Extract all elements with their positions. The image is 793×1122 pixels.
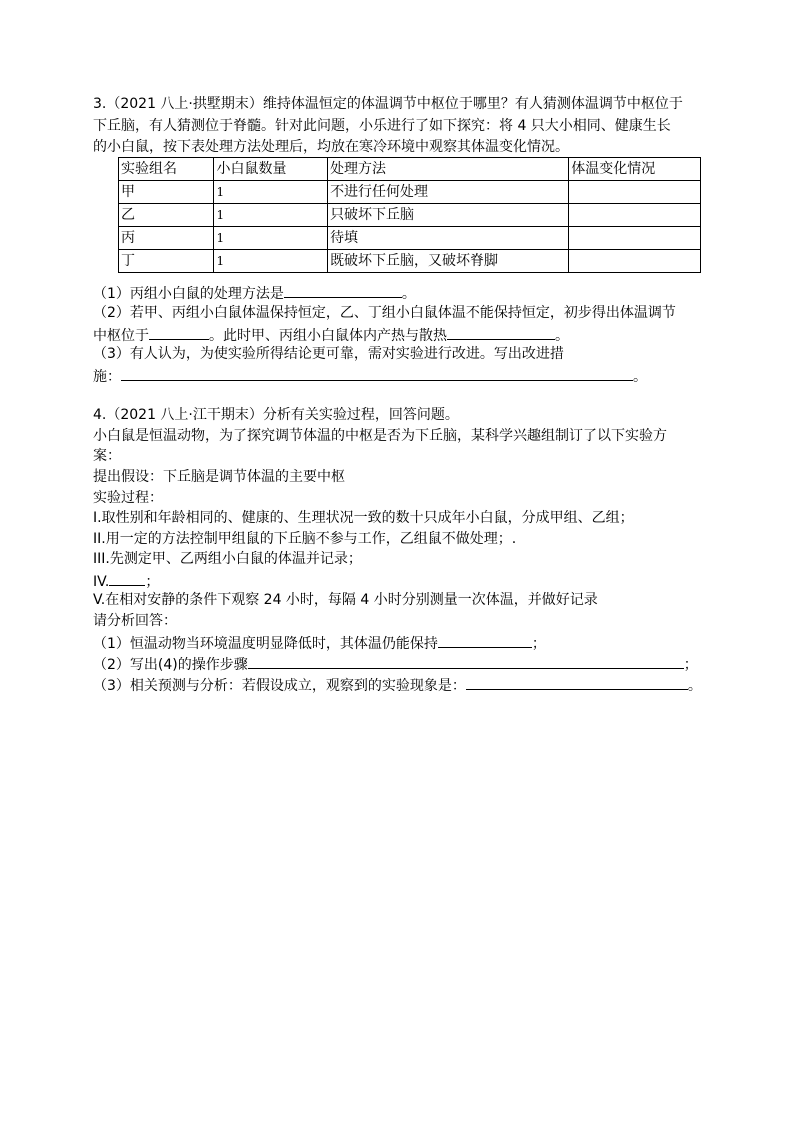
cell-temp-change[interactable]	[569, 204, 701, 227]
q4-step-1: I.取性别和年龄相同的、健康的、生理状况一致的数十只成年小白鼠，分成甲组、乙组；	[93, 510, 634, 526]
cell-temp-change[interactable]	[569, 250, 701, 273]
cell-count: 1	[214, 227, 328, 250]
q3-sub3-line-2	[93, 365, 647, 387]
q4-ask: 请分析回答：	[93, 613, 177, 629]
header-mouse-count: 小白鼠数量	[214, 158, 328, 181]
cell-count: 1	[214, 250, 328, 273]
answer-blank[interactable]	[149, 324, 209, 340]
experiment-table	[118, 157, 701, 273]
q4-process-label: 实验过程：	[93, 490, 163, 506]
q4-step-4	[93, 570, 159, 592]
cell-group: 丁	[119, 250, 214, 273]
q4-answer-2-end: ；	[683, 657, 698, 673]
cell-count: 1	[214, 204, 328, 227]
q4-hypothesis: 提出假设：下丘脑是调节体温的主要中枢	[93, 469, 345, 485]
q4-title: 4.（2021 八上·江干期末）分析有关实验过程，回答问题。	[93, 407, 459, 423]
q4-step-2: II.用一定的方法控制甲组鼠的下丘脑不参与工作，乙组鼠不做处理；.	[93, 531, 517, 547]
cell-temp-change[interactable]	[569, 181, 701, 204]
answer-blank[interactable]	[109, 570, 145, 586]
q4-intro-line-1: 小白鼠是恒温动物，为了探究调节体温的中枢是否为下丘脑，某科学兴趣组制订了以下实验方	[93, 428, 667, 444]
cell-treatment: 只破坏下丘脑	[328, 204, 569, 227]
q4-answer-1	[93, 632, 546, 654]
q3-sub1	[93, 282, 416, 304]
answer-blank[interactable]	[466, 674, 688, 690]
q3-sub1-end: 。	[401, 286, 416, 302]
table-header-row	[119, 158, 701, 181]
table-row	[119, 181, 701, 204]
q3-stem-line-3: 的小白鼠，按下表处理方法处理后，均放在寒冷环境中观察其体温变化情况。	[93, 139, 569, 155]
table-row	[119, 227, 701, 250]
header-temp-change: 体温变化情况	[569, 158, 701, 181]
q4-answer-3	[93, 674, 702, 696]
q3-sub3-line-1: （3）有人认为，为使实验所得结论更可靠，需对实验进行改进。写出改进措	[93, 346, 564, 362]
q3-sub2-line-1: （2）若甲、丙组小白鼠体温保持恒定，乙、丁组小白鼠体温不能保持恒定，初步得出体温调节	[93, 305, 676, 321]
answer-blank[interactable]	[284, 282, 402, 298]
q3-stem-line-2: 下丘脑，有人猜测位于脊髓。针对此问题，小乐进行了如下探究：将 4 只大小相同、健康生长	[93, 118, 671, 134]
answer-blank[interactable]	[121, 365, 633, 381]
q3-sub3-end: 。	[633, 369, 647, 385]
q3-sub2-text-2: 。此时甲、丙组小白鼠体内产热与散热	[209, 328, 447, 344]
q4-answer-2	[93, 653, 698, 675]
answer-blank[interactable]	[438, 632, 532, 648]
q3-sub1-text: （1）丙组小白鼠的处理方法是	[93, 286, 284, 302]
cell-group: 甲	[119, 181, 214, 204]
table-row	[119, 204, 701, 227]
q4-answer-3-end: 。	[687, 678, 702, 694]
cell-group: 乙	[119, 204, 214, 227]
q3-stem-line-1: 3.（2021 八上·拱墅期末）维持体温恒定的体温调节中枢位于哪里？有人猜测体温调节中枢位于	[93, 96, 683, 112]
cell-treatment: 待填	[328, 227, 569, 250]
cell-treatment: 不进行任何处理	[328, 181, 569, 204]
q4-answer-3-text: （3）相关预测与分析：若假设成立，观察到的实验现象是：	[93, 678, 466, 694]
cell-temp-change[interactable]	[569, 227, 701, 250]
table-row	[119, 250, 701, 273]
cell-treatment: 既破坏下丘脑，又破坏脊脚	[328, 250, 569, 273]
q4-step-5: V.在相对安静的条件下观察 24 小时，每隔 4 小时分别测量一次体温，并做好记录	[93, 592, 598, 608]
q4-step-3: III.先测定甲、乙两组小白鼠的体温并记录；	[93, 551, 362, 567]
q3-sub2-line-2	[93, 324, 569, 346]
q4-answer-2-text: （2）写出(4)的操作步骤	[93, 657, 248, 673]
q3-sub2-end: 。	[555, 328, 569, 344]
q3-sub2-text-1: 中枢位于	[93, 328, 149, 344]
q4-answer-1-text: （1）恒温动物当环境温度明显降低时，其体温仍能保持	[93, 636, 438, 652]
q4-intro-line-2: 案：	[93, 448, 121, 464]
answer-blank[interactable]	[248, 653, 684, 669]
q4-answer-1-end: ；	[531, 636, 546, 652]
answer-blank[interactable]	[447, 324, 555, 340]
q4-step-4-label: IV.	[93, 574, 110, 590]
cell-count: 1	[214, 181, 328, 204]
header-treatment: 处理方法	[328, 158, 569, 181]
cell-group: 丙	[119, 227, 214, 250]
header-group-name: 实验组名	[119, 158, 214, 181]
q4-step-4-end: ；	[145, 574, 160, 590]
q3-sub3-text: 施：	[93, 369, 121, 385]
